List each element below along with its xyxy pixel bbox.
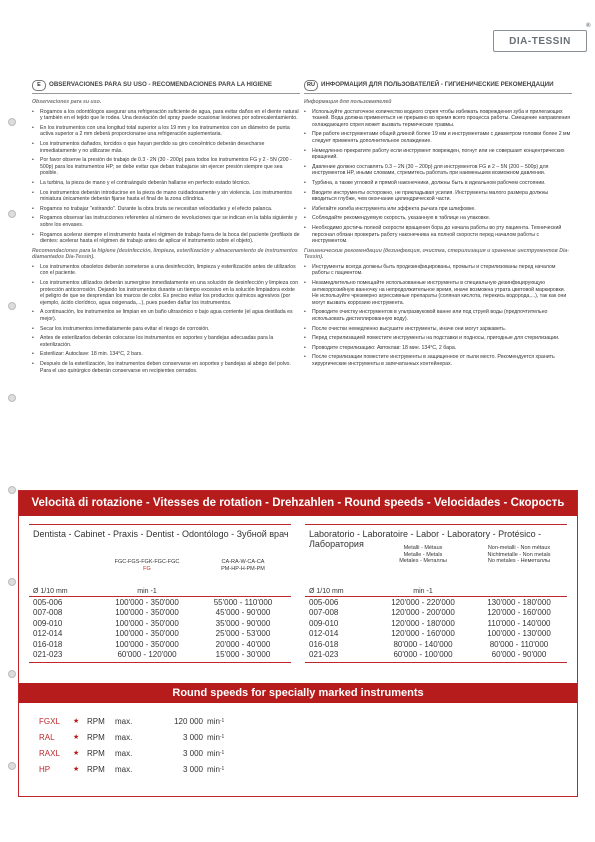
unit-exponent: -1 <box>219 734 225 740</box>
unit-exponent: -1 <box>219 718 225 724</box>
table-row <box>29 650 291 661</box>
instrument-code: RAL <box>39 732 55 742</box>
list-item: • Используйте достаточное количество водного спрея чтобы избежать повреждения зуба и прилегающих тканей. Вода должна применяться не прерывно во время всего процесса работы. Смещение направления охлаждающего спрея может вызвать термические травмы. <box>304 109 572 129</box>
binder-hole <box>8 210 16 218</box>
table-row <box>305 639 567 650</box>
table-row <box>305 618 567 629</box>
usage-list <box>32 109 300 245</box>
list-item: • Инструменты всегда должны быть продезинфицированы, промыты и стерилизованы перед началом работы с пациентом. <box>304 264 572 277</box>
size-cell: 007-008 <box>33 608 63 618</box>
lab-title: Laboratorio - Laboratoire - Labor - Laboratory - Protésico - Лаборатория <box>309 529 542 549</box>
max-speed-value: 3 000 <box>182 748 203 758</box>
brand-logo <box>493 23 591 52</box>
dental-col3-line2: PM-HP-H-PM-PM <box>221 565 265 572</box>
list-item: • Rogamos no trabajar "estirando". Durante la obra bruta se necesitan velocidades y el efecto palanca. <box>32 206 300 213</box>
list-item: • Rogamos observar las instrucciones referentes al número de revoluciones que se indican en la tabla siguiente y sobre los envases. <box>32 215 300 228</box>
speed-cell: 100'000 - 350'000 <box>115 629 179 639</box>
size-cell: 021-023 <box>309 650 339 660</box>
list-item: • Antes de esterilizarlos deberán colocarse los instrumentos en soportes y bandejas adecuadas para la esterilización. <box>32 335 300 348</box>
binder-hole <box>8 302 16 310</box>
subheading: Observaciones para su uso. <box>32 99 102 105</box>
list-item: • Перед стерилизацией поместите инструменты на подставки и подносы, пригодные для стерилизации. <box>304 335 572 342</box>
list-item: • Los instrumentos deberán introducirse en la pieza de mano cuidadosamente y sin violencia. Los instrumentos miniatura únicamente deberán fijarse hasta el final de la zona cilíndrica. <box>32 190 300 203</box>
speed-cell: 120'000 - 180'000 <box>391 618 455 628</box>
speed-cell: 60'000 - 120'000 <box>117 650 177 660</box>
speed-cell: 55'000 - 110'000 <box>213 597 273 607</box>
table-row <box>305 608 567 619</box>
binder-hole <box>8 762 16 770</box>
special-speed-row <box>39 745 224 761</box>
special-speed-row <box>39 761 224 777</box>
unit-label: min <box>207 748 220 758</box>
speed-cell: 45'000 - 90'000 <box>215 608 271 618</box>
table-banner: Velocità di rotazione - Vitesses de rotation - Drehzahlen - Round speeds - Velocidades - Скорость вращения <box>19 491 577 516</box>
unit-label: min <box>207 716 220 726</box>
dental-column-headers <box>29 545 291 583</box>
star-icon: ★ <box>73 718 80 725</box>
list-item: • После стерилизации поместите инструменты в защищенное от пыли место. Рекомендуется хранить хирургические инструменты в запечатанных контейнерах. <box>304 354 572 367</box>
special-speed-row <box>39 729 224 745</box>
binder-hole <box>8 118 16 126</box>
speed-table <box>18 490 578 797</box>
size-cell: 005-006 <box>33 597 63 607</box>
list-item: • A continuación, los instrumentos se limpian en un baño ultrasónico o bajo agua corriente (el agua destilada es mejor). <box>32 309 300 322</box>
list-item: • При работе инструментами общей длиной более 19 мм и инструментами с диаметром головки более 2 мм следует применять дополнительное охлаждение. <box>304 131 572 144</box>
list-item: • Незамедлительно помещайте использованные инструменты в специальную дезинфицирующую антикоррозийную ванночку на непродолжительное время, иначе возможна утрата цветовой маркировки. Не используйте чрезмерно агрессивные препараты (соляная кислота, перекись водорода,...), так как они могут вызвать коррозию инструмента. <box>304 280 572 306</box>
unit-row <box>305 583 567 597</box>
usage-list <box>304 109 572 245</box>
hygiene-list <box>32 264 300 374</box>
rpm-label: RPM <box>87 764 105 774</box>
special-speed-row <box>39 713 224 729</box>
speed-cell: 60'000 - 100'000 <box>393 650 453 660</box>
speed-cell: 60'000 - 90'000 <box>491 650 547 660</box>
size-cell: 021-023 <box>33 650 63 660</box>
table-row <box>305 597 567 608</box>
diameter-label: Ø 1/10 mm <box>33 588 68 595</box>
unit-row <box>29 583 291 597</box>
lab-column-headers <box>305 545 567 583</box>
list-item: • Соблюдайте рекомендуемую скорость, указанную в таблице на упаковке. <box>304 215 572 222</box>
dental-title: Dentista - Cabinet - Praxis - Dentist - Odontólogo - Зубной врач <box>33 529 289 539</box>
lab-rows <box>305 597 567 660</box>
special-banner: Round speeds for specially marked instruments <box>19 683 577 703</box>
lab-col3-line3: No metales - Неметаллы <box>487 558 551 564</box>
table-row <box>29 639 291 650</box>
binder-hole <box>8 394 16 402</box>
lab-col3-line1: Non-metalli - Non métaux <box>487 545 551 551</box>
speed-cell: 100'000 - 350'000 <box>115 608 179 618</box>
diameter-label: Ø 1/10 mm <box>309 588 344 595</box>
max-label: max. <box>115 732 133 742</box>
unit-label: min <box>207 764 220 774</box>
size-cell: 007-008 <box>309 608 339 618</box>
rpm-label: RPM <box>87 732 105 742</box>
subheading: Информация для пользователей <box>304 99 392 105</box>
speed-cell: 80'000 - 140'000 <box>393 639 453 649</box>
list-item: • Вводите инструменты осторожно, не прикладывая усилия. Инструменты малого размера должны вводиться глубже, чем окончание цилиндрической части. <box>304 190 572 203</box>
speed-cell: 25'000 - 53'000 <box>215 629 271 639</box>
list-item: • Los instrumentos obsoletos deberán someterse a una desinfección, limpieza y esterilización antes de utilizarlos con el paciente. <box>32 264 300 277</box>
lab-col3-line2: Nichtmetalle - Non metals <box>487 551 551 558</box>
logo-text: DIA-TESSIN <box>509 35 571 47</box>
unit-label: min -1 <box>137 588 157 595</box>
unit-exponent: -1 <box>219 750 225 756</box>
language-badge-es: E <box>32 80 46 91</box>
list-item: • После очистки немедленно высушите инструменты, иначе они могут заржаветь. <box>304 326 572 333</box>
speed-cell: 120'000 - 160'000 <box>391 629 455 639</box>
size-cell: 005-006 <box>309 597 339 607</box>
unit-exponent: -1 <box>219 766 225 772</box>
section-title: OBSERVACIONES PARA SU USO - RECOMENDACIONES PARA LA HIGIENE <box>49 81 272 89</box>
list-item: • Esterilizar: Autoclave: 18 min. 134°C, 2 bars. <box>32 351 300 358</box>
speed-cell: 20'000 - 40'000 <box>215 639 271 649</box>
speed-cell: 100'000 - 350'000 <box>115 618 179 628</box>
lab-col2-line1: Metalli - Métaux <box>403 545 443 551</box>
spanish-section <box>32 80 300 377</box>
list-item: • Después de la esterilización, los instrumentos deben conservarse en soportes y bandejas al abrigo del polvo. Para el uso quirúrgico deberán conservarse en recipientes cerrados. <box>32 361 300 374</box>
dental-rows <box>29 597 291 660</box>
special-speed-list <box>39 713 224 777</box>
max-label: max. <box>115 748 133 758</box>
lab-table <box>305 524 567 663</box>
table-row <box>29 608 291 619</box>
binder-hole <box>8 670 16 678</box>
binder-hole <box>8 578 16 586</box>
size-cell: 016-018 <box>33 639 63 649</box>
dental-col2-line1: FGC-FGS-FGK-FGC-FGC <box>114 559 180 565</box>
speed-cell: 100'000 - 130'000 <box>487 629 551 639</box>
speed-cell: 110'000 - 140'000 <box>487 618 551 628</box>
list-item: • Secar los instrumentos inmediatamente para evitar el riesgo de corrosión. <box>32 326 300 333</box>
size-cell: 012-014 <box>33 629 63 639</box>
star-icon: ★ <box>73 734 80 741</box>
star-icon: ★ <box>73 766 80 773</box>
size-cell: 016-018 <box>309 639 339 649</box>
unit-label: min -1 <box>413 588 433 595</box>
speed-cell: 15'000 - 30'000 <box>215 650 271 660</box>
star-icon: ★ <box>73 750 80 757</box>
speed-cell: 80'000 - 110'000 <box>489 639 549 649</box>
size-cell: 012-014 <box>309 629 339 639</box>
language-badge-ru: RU <box>304 80 318 91</box>
russian-section <box>304 80 572 371</box>
speed-cell: 120'000 - 200'000 <box>391 608 455 618</box>
list-item: • Необходимо достичь полной скорости вращения бора до начала работы во рту пациента. Технический персонал обязан проверить работу наконечника на полной скорости перед началом работы с инструментом. <box>304 225 572 245</box>
speed-cell: 130'000 - 180'000 <box>487 597 551 607</box>
rpm-label: RPM <box>87 748 105 758</box>
instrument-code: FGXL <box>39 716 60 726</box>
list-item: • La turbina, la pieza de mano y el contraángulo deberán hallarse en perfecto estado técnico. <box>32 180 300 187</box>
list-item: • Los instrumentos utilizados deberán sumergirse inmediatamente en una solución de desinfección y limpieza con protección anticorrosión. Dejando los instrumentos durante un tiempo excesivo en la solución limpiadora existe el peligro de que se desprendan los marcos de color. Es preciso evitar los productos químicos agresivos (por ejemplo, ácido clorídrico, agua oxigenada,...), pues pueden dañar los instrumentos. <box>32 280 300 306</box>
size-cell: 009-010 <box>309 618 339 628</box>
section-title: ИНФОРМАЦИЯ ДЛЯ ПОЛЬЗОВАТЕЛЕЙ - ГИГИЕНИЧЕСКИЕ РЕКОМЕНДАЦИИ <box>321 81 554 89</box>
list-item: • Rogamos acelerar siempre el instrumento hasta el régimen de trabajo fuera de la boca del paciente (profilaxis de dientes: acelerar hasta el régimen de trabajo antes de aplicar el instrumento sobre el objeto). <box>32 232 300 245</box>
dental-col2-line2: FG <box>143 565 151 572</box>
table-row <box>29 629 291 640</box>
max-speed-value: 120 000 <box>174 716 203 726</box>
dental-table <box>29 524 291 663</box>
dental-col3-line1: CA-RA-W-CA-CA <box>221 559 265 565</box>
rpm-label: RPM <box>87 716 105 726</box>
section-header <box>304 80 572 94</box>
binder-holes <box>8 0 18 842</box>
speed-cell: 120'000 - 220'000 <box>391 597 455 607</box>
max-label: max. <box>115 716 133 726</box>
table-row <box>305 650 567 661</box>
list-item: • Немедленно прекратите работу если инструмент поврежден, погнут или не совершает концентрических вращений. <box>304 148 572 161</box>
speed-cell: 35'000 - 90'000 <box>215 618 271 628</box>
table-row <box>29 597 291 608</box>
size-cell: 009-010 <box>33 618 63 628</box>
list-item: • Los instrumentos dañados, torcidos o que hayan perdido su giro concéntrico deberán desecharse inmediatamente y no utilizarse más. <box>32 141 300 154</box>
list-item: • Давление должно составлять 0.3 – 2N (30 – 200р) для инструментов FG и 2 – 5N (200 – 500р) для инструментов HP, иными словами, стремитесь работать при наименьшем возможном давлении. <box>304 164 572 177</box>
lab-col2-line2: Metalle - Metals <box>403 551 443 558</box>
list-item: • Проводите очистку инструментов в ультразвуковой ванне или под струей воды (предпочтительно использовать дистиллированную воду). <box>304 309 572 322</box>
binder-hole <box>8 486 16 494</box>
registered-mark: ® <box>586 23 591 29</box>
list-item: • Проводите стерилизацию: Автоклав: 18 мин. 134°С, 2 бара. <box>304 345 572 352</box>
subheading: Recomendaciones para la higiene (desinfección, limpieza, esterilización y almacenamiento de instrumentos diamantados Dia-Tessin). <box>32 247 298 261</box>
unit-label: min <box>207 732 220 742</box>
max-speed-value: 3 000 <box>182 764 203 774</box>
speed-cell: 100'000 - 350'000 <box>115 639 179 649</box>
list-item: • En los instrumentos con una longitud total superior a los 19 mm y los instrumentos con un diámetro de punta activa superior a 2 mm deberá proporcionarse una refrigeración suplementaria. <box>32 125 300 138</box>
lab-col2-line3: Metales - Металлы <box>399 558 447 564</box>
max-speed-value: 3 000 <box>182 732 203 742</box>
list-item: • Турбина, а также угловой и прямой наконечники, должны быть в идеальном рабочем состоянии. <box>304 180 572 187</box>
speed-cell: 100'000 - 350'000 <box>115 597 179 607</box>
section-header <box>32 80 300 94</box>
table-row <box>29 618 291 629</box>
instrument-code: HP <box>39 764 51 774</box>
list-item: • Rogamos a los odontólogos asegurar una refrigeración suficiente de agua, para evitar daños en el diente natural y también en el tejido que le rodea. Una desviación del spray puede ocasionar lesiones por sobrecalentamiento. <box>32 109 300 122</box>
instrument-code: RAXL <box>39 748 60 758</box>
list-item: • Избегайте изгиба инструмента или эффекта рычага при шлифовке. <box>304 206 572 213</box>
table-row <box>305 629 567 640</box>
hygiene-list <box>304 264 572 368</box>
max-label: max. <box>115 764 133 774</box>
list-item: • Por favor observe la presión de trabajo de 0.3 - 2N (30 - 200p) para todos los instrumentos FG y 2 - 5N (200 - 500p) para los instrumentos HP; se debe evitar que deban trabajarse sin ejercer presión siempre que sea posible. <box>32 157 300 177</box>
subheading: Гигиенические рекомендации (дезинфекция, очистка, стерилизация и хранение инструментов Dia-Tessin). <box>304 247 570 261</box>
speed-cell: 120'000 - 160'000 <box>487 608 551 618</box>
